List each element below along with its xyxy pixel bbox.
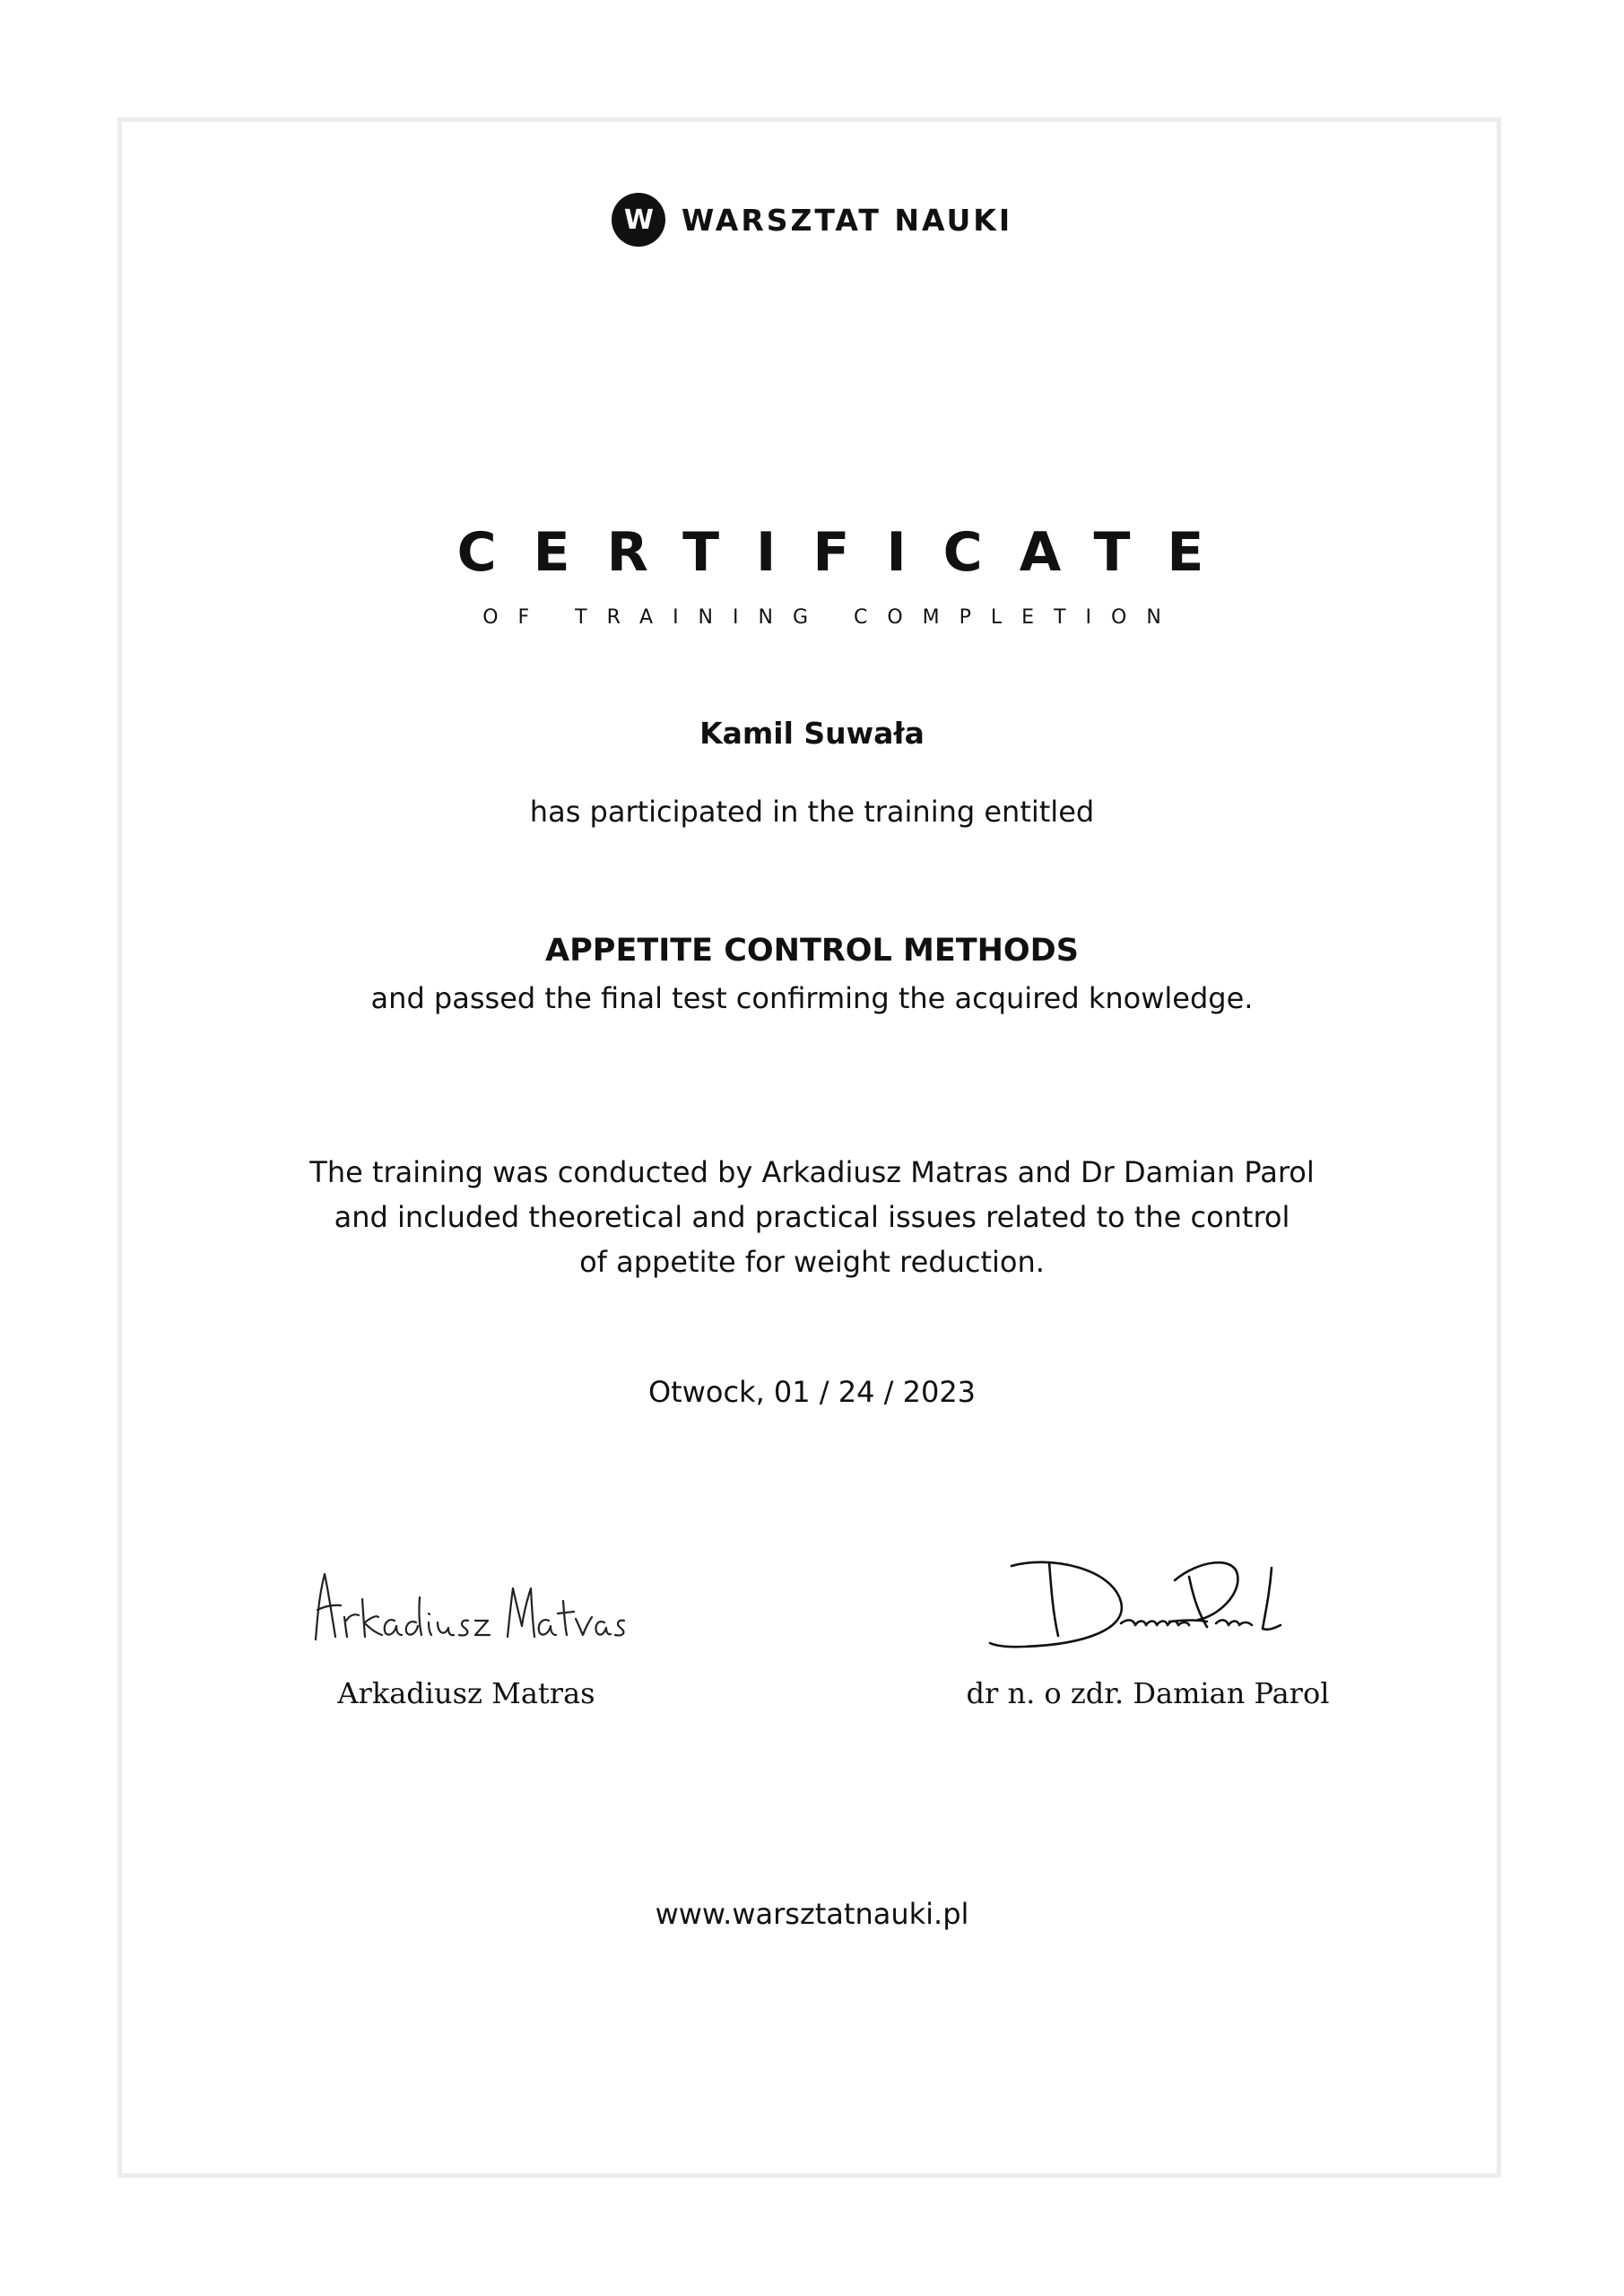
signatory-name-parol: dr n. o zdr. Damian Parol bbox=[966, 1676, 1330, 1710]
signature-matras bbox=[287, 1547, 646, 1659]
signature-block-parol bbox=[960, 1547, 1336, 1708]
website-link[interactable]: www.warsztatnauki.pl bbox=[655, 1897, 969, 1931]
description-line: of appetite for weight reduction. bbox=[579, 1245, 1045, 1279]
logo-mark-icon: W bbox=[612, 193, 665, 247]
description-line: and included theoretical and practical issues related to the control bbox=[334, 1200, 1290, 1234]
passed-text: and passed the final test confirming the acquired knowledge. bbox=[370, 981, 1254, 1015]
handwritten-signature-icon bbox=[986, 1550, 1309, 1657]
handwritten-signature-icon bbox=[305, 1554, 628, 1653]
certificate-subtitle: OF TRAINING COMPLETION bbox=[482, 606, 1181, 629]
signatory-name-matras: Arkadiusz Matras bbox=[337, 1676, 595, 1710]
recipient-name: Kamil Suwała bbox=[699, 716, 925, 751]
signature-parol bbox=[960, 1547, 1336, 1659]
brand-name: WARSZTAT NAUKI bbox=[681, 202, 1013, 238]
signature-block-matras bbox=[287, 1547, 646, 1708]
description-line: The training was conducted by Arkadiusz Matras and Dr Damian Parol bbox=[309, 1155, 1315, 1189]
certificate-border bbox=[117, 117, 1501, 2178]
place-date: Otwock, 01 / 24 / 2023 bbox=[647, 1375, 977, 1409]
certificate-title: CERTIFICATE bbox=[456, 521, 1241, 584]
training-description bbox=[0, 1150, 1624, 1284]
participated-text: has participated in the training entitled bbox=[529, 795, 1095, 829]
brand-logo bbox=[0, 193, 1624, 247]
course-title: APPETITE CONTROL METHODS bbox=[545, 933, 1079, 969]
